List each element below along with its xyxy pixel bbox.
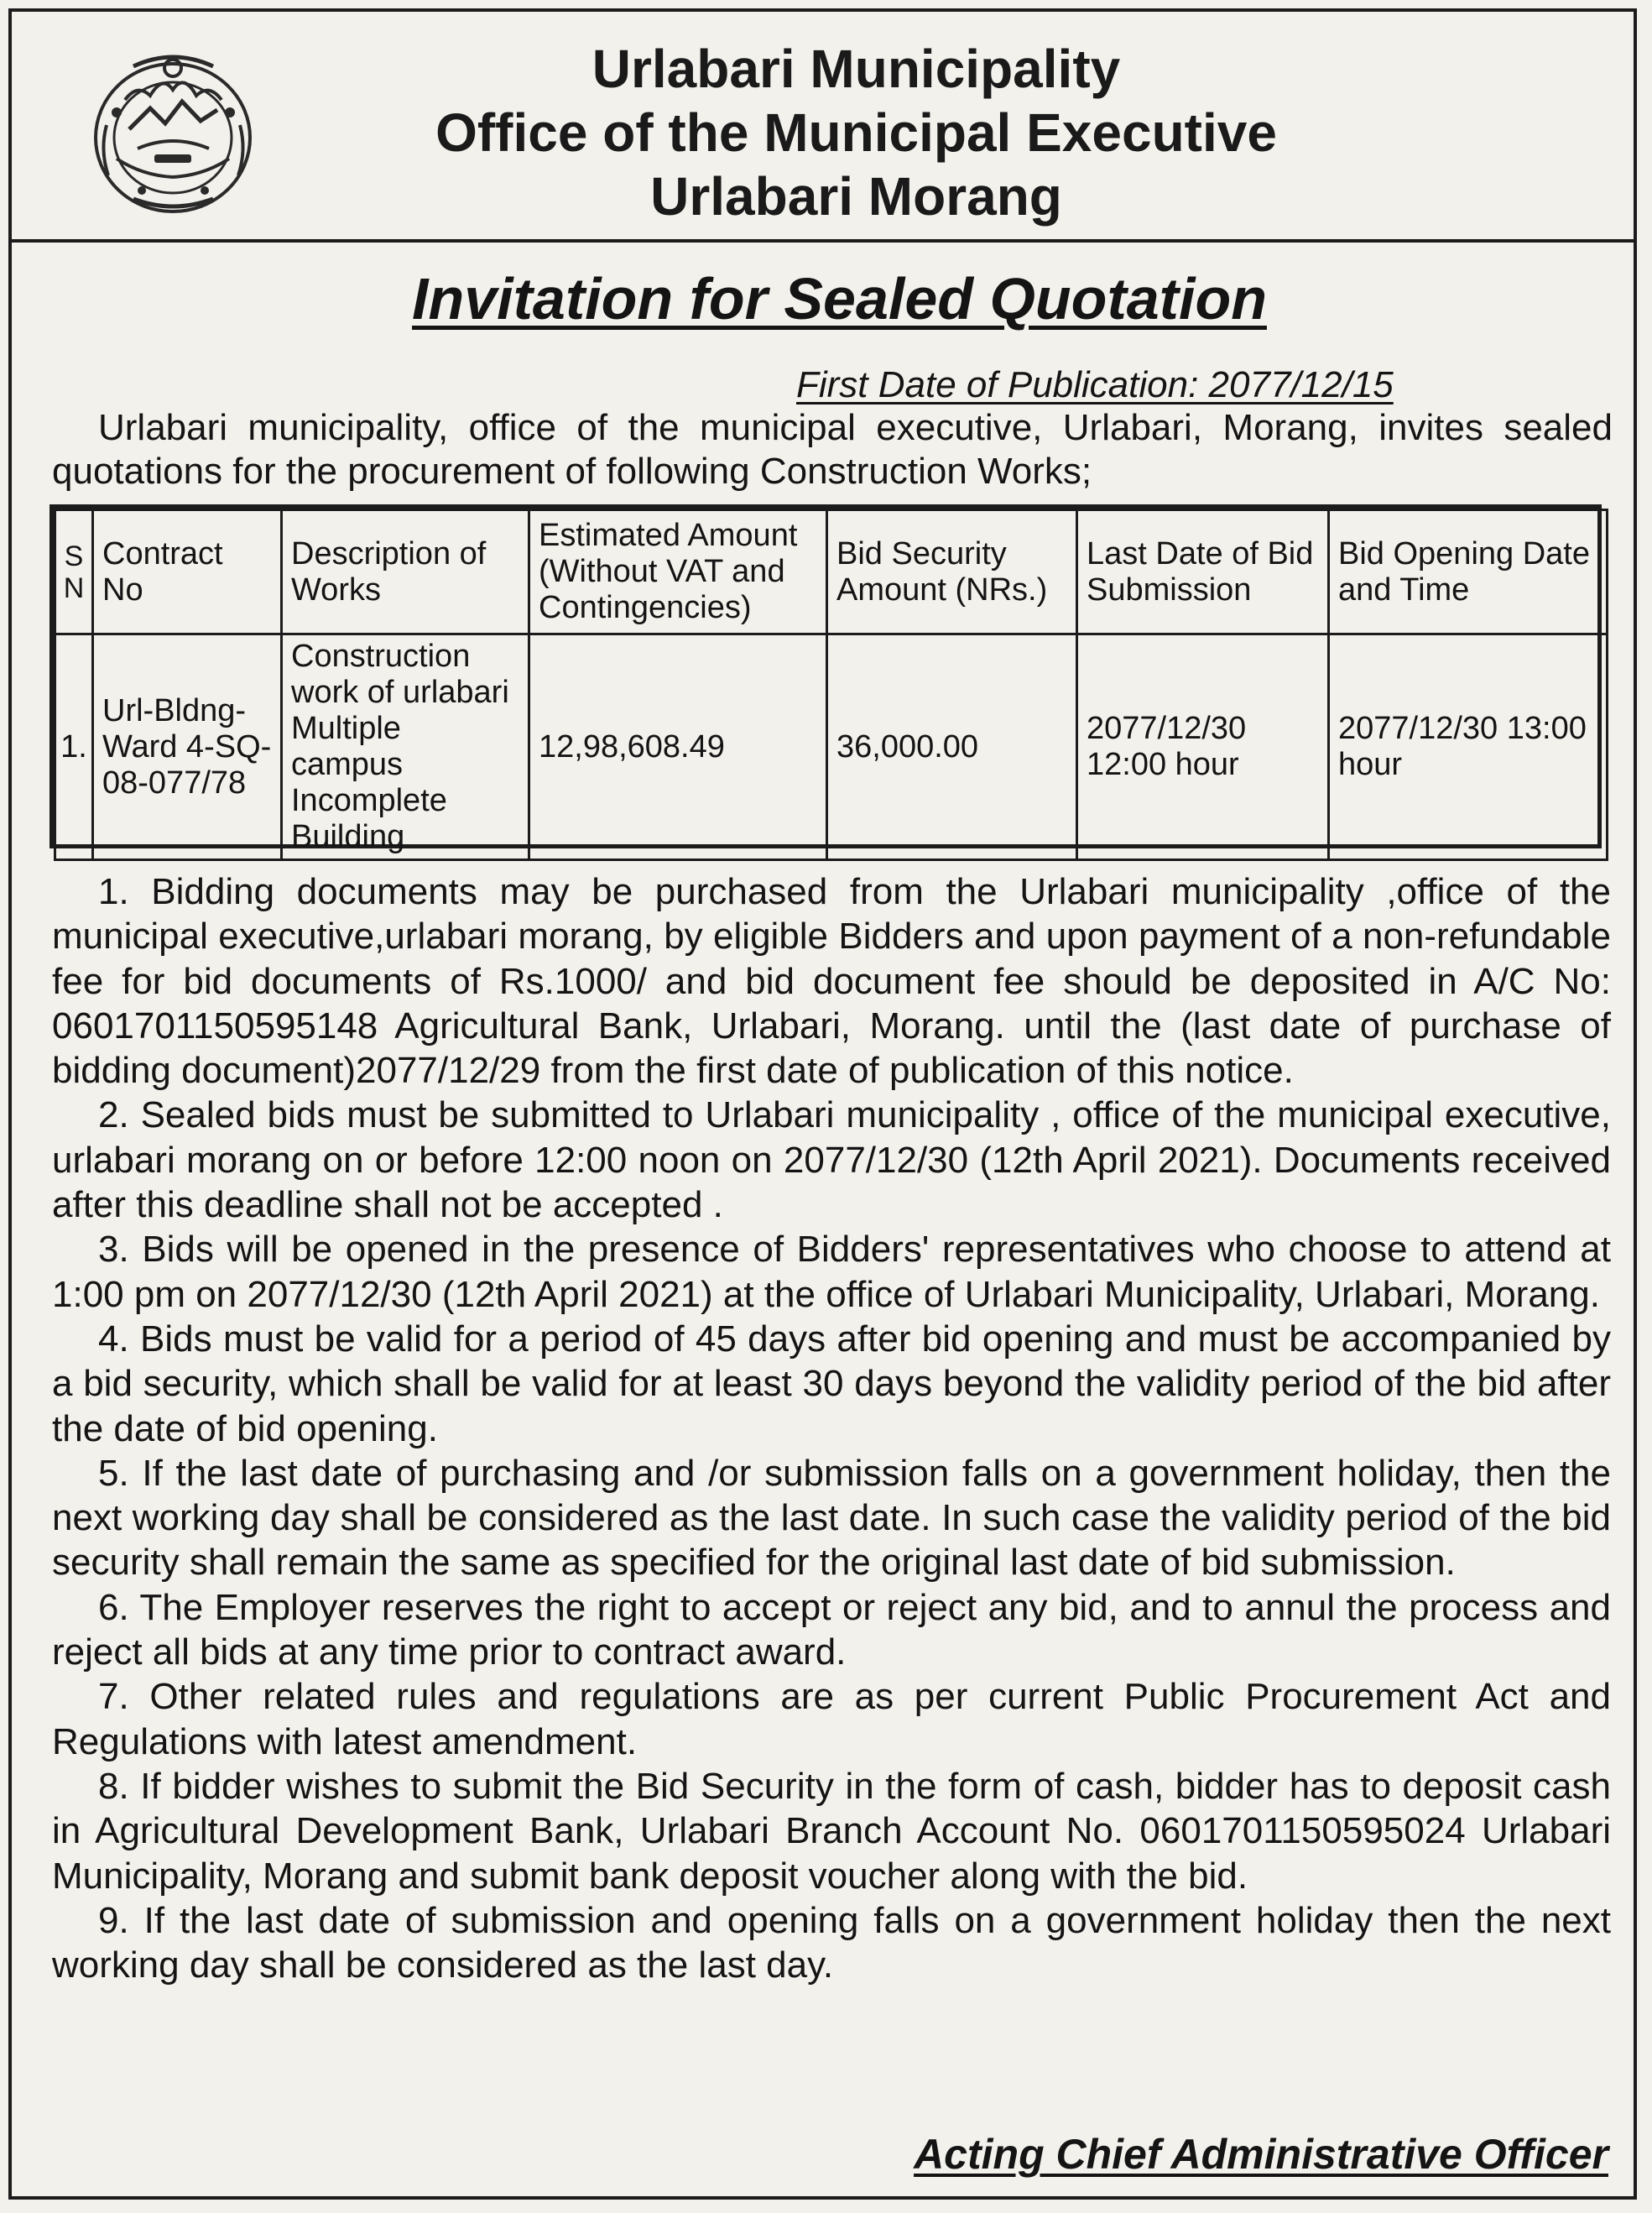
notice-point: 2. Sealed bids must be submitted to Urlabari municipality , office of the municipal executive, urlabari morang on or before 12:00 noon on 2077/12/30 (12th April 2021). Documents received after this deadline shall not be accepted . [52,1094,1611,1226]
notice-points [52,869,1611,1987]
header-description: Description of Works [282,510,529,634]
notice-point: 9. If the last date of submission and opening falls on a government holiday then the next working day shall be considered as the last day. [52,1899,1611,1986]
header-contract-no: Contract No [93,510,282,634]
header-bid-security: Bid Security Amount (NRs.) [827,510,1077,634]
office-name: Office of the Municipal Executive [435,102,1277,163]
notice-point: 8. If bidder wishes to submit the Bid Security in the form of cash, bidder has to deposit cash in Agricultural Development Bank, Urlabari Branch Account No. 0601701150595024 Urlabari Municipality, Morang and submit bank deposit voucher along with the bid. [52,1765,1611,1897]
notice-header [12,12,1634,243]
publication-date: First Date of Publication: 2077/12/15 [796,364,1394,405]
header-estimated-amount: Estimated Amount (Without VAT and Contingencies) [529,510,827,634]
table-header-row [55,510,1608,634]
cell-last-date: 2077/12/30 12:00 hour [1077,634,1329,860]
cell-bid-security: 36,000.00 [827,634,1077,860]
notice-point: 1. Bidding documents may be purchased from the Urlabari municipality ,office of the municipal executive,urlabari morang, by eligible Bidders and upon payment of a non-refundable fee for bid documents of Rs.1000/ and bid document fee should be deposited in A/C No: 0601701150595148 Agricultural Bank, Urlabari, Morang. until the (last date of purchase of bidding document)2077/12/29 from the first date of publication of this notice. [52,871,1611,1092]
notice-point: 4. Bids must be valid for a period of 45 days after bid opening and must be accompanied by a bid security, which shall be valid for at least 30 days beyond the validity period of the bid after the date of bid opening. [52,1318,1611,1449]
table-row [55,634,1608,860]
cell-bid-opening: 2077/12/30 13:00 hour [1329,634,1608,860]
header-sn: S N [55,510,93,634]
header-bid-opening: Bid Opening Date and Time [1329,510,1608,634]
signature-title: Acting Chief Administrative Officer [914,2131,1608,2178]
notice-page [8,8,1637,2200]
notice-point: 5. If the last date of purchasing and /or submission falls on a government holiday, then the next working day shall be considered as the last date. In such case the validity period of the bid security shall remain the same as specified for the original last date of bid submission. [52,1452,1611,1584]
municipality-name: Urlabari Municipality [591,39,1121,99]
notice-point: 6. The Employer reserves the right to accept or reject any bid, and to annul the process and reject all bids at any time prior to contract award. [52,1586,1611,1673]
notice-point: 7. Other related rules and regulations are as per current Public Procurement Act and Regulations with latest amendment. [52,1676,1611,1762]
cell-sn: 1. [55,634,93,860]
cell-description: Construction work of urlabari Multiple campus Incomplete Building [282,634,529,860]
notice-title: Invitation for Sealed Quotation [412,266,1267,331]
notice-point: 3. Bids will be opened in the presence of Bidders' representatives who choose to attend at 1:00 pm on 2077/12/30 (12th April 2021) at the office of Urlabari Municipality, Urlabari, Morang. [52,1229,1611,1315]
cell-estimated-amount: 12,98,608.49 [529,634,827,860]
notice-intro: Urlabari municipality, office of the municipal executive, Urlabari, Morang, invites sealed quotations for the procurement of following Construction Works; [52,407,1613,492]
cell-contract-no: Url-Bldng-Ward 4-SQ-08-077/78 [93,634,282,860]
header-last-date: Last Date of Bid Submission [1077,510,1329,634]
office-location: Urlabari Morang [650,166,1062,227]
works-table [50,504,1602,854]
